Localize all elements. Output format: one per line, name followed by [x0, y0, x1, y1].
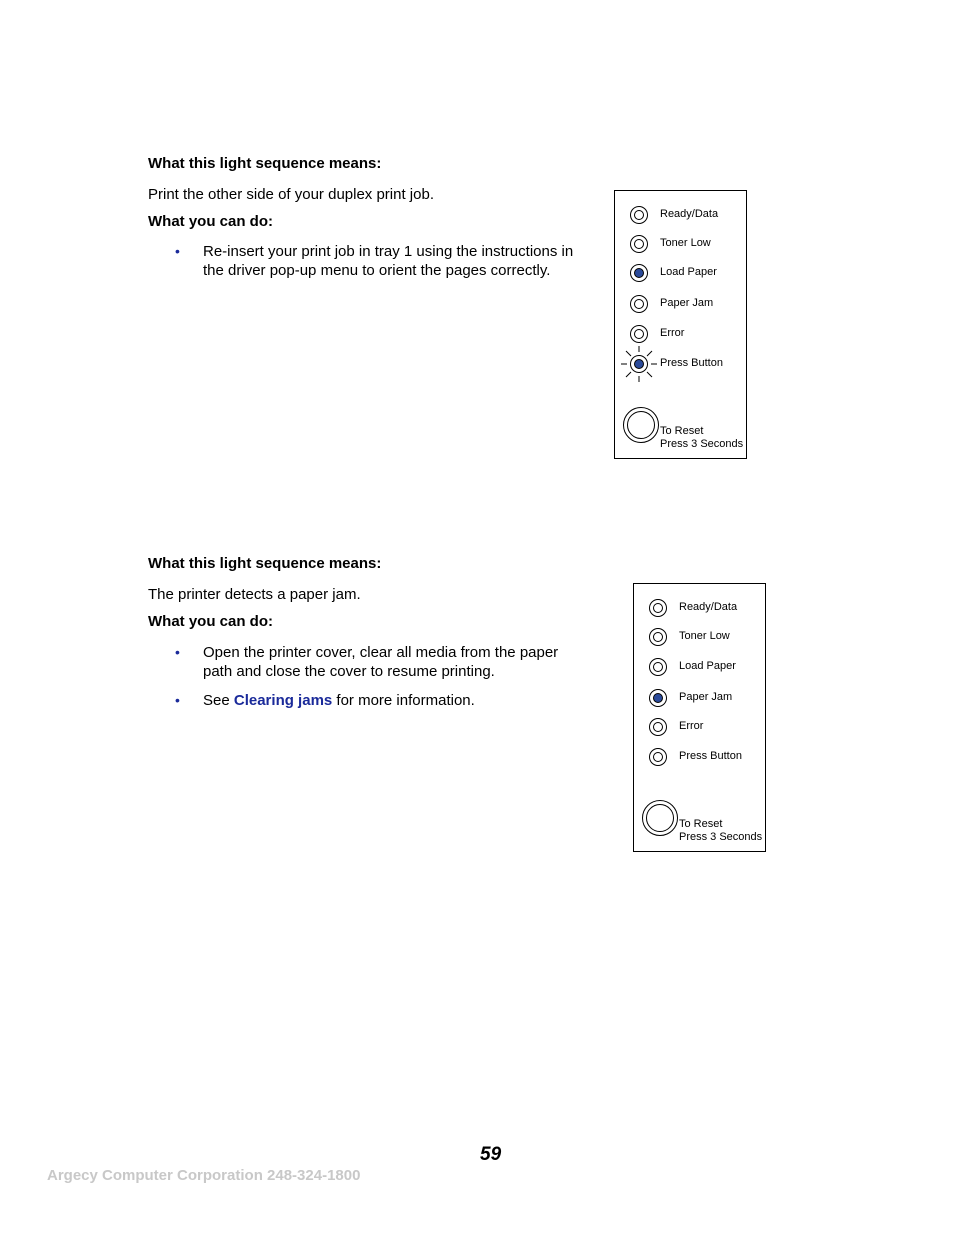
- action-list: [148, 242, 588, 280]
- light-label: Ready/Data: [679, 601, 738, 613]
- bullet-icon: •: [175, 243, 180, 259]
- page-number: 59: [480, 1144, 502, 1165]
- reset-line-2: Press 3 Seconds: [679, 831, 763, 843]
- operator-panel-paper-jam: [633, 583, 766, 852]
- error-light-icon: [630, 325, 648, 343]
- bullet-icon: •: [175, 644, 180, 660]
- bullet-icon: •: [175, 692, 180, 708]
- toner-low-light-icon: [649, 628, 667, 646]
- toner-low-light-icon: [630, 235, 648, 253]
- light-row-press-button: [615, 355, 746, 375]
- light-row-paper-jam: [634, 689, 765, 709]
- operator-panel-duplex: [614, 190, 747, 459]
- light-label: Press Button: [660, 357, 723, 369]
- paper-jam-light-icon: [649, 689, 667, 707]
- reset-instructions: [660, 425, 743, 451]
- clearing-jams-link[interactable]: Clearing jams: [233, 692, 333, 709]
- light-row-press-button: [634, 748, 765, 768]
- light-label: Paper Jam: [679, 691, 733, 703]
- paper-jam-light-icon: [630, 295, 648, 313]
- ready-data-light-icon: [630, 206, 648, 224]
- see-suffix: for more information.: [336, 692, 475, 709]
- light-label: Paper Jam: [660, 297, 714, 309]
- action-heading: What you can do:: [148, 213, 273, 230]
- light-row-paper-jam: [615, 295, 746, 315]
- footer-text: Argecy Computer Corporation 248-324-1800: [47, 1167, 361, 1184]
- meaning-text: The printer detects a paper jam.: [148, 586, 361, 603]
- light-label: Error: [660, 327, 685, 339]
- meaning-heading: What this light sequence means:: [148, 555, 382, 572]
- light-label: Error: [679, 720, 704, 732]
- light-row-error: [634, 718, 765, 738]
- action-heading: What you can do:: [148, 613, 273, 630]
- see-prefix: See: [203, 692, 230, 709]
- reset-button-icon: [642, 800, 678, 836]
- meaning-heading: What this light sequence means:: [148, 155, 382, 172]
- error-light-icon: [649, 718, 667, 736]
- reset-line-2: Press 3 Seconds: [660, 438, 744, 450]
- light-row-error: [615, 325, 746, 345]
- ready-data-light-icon: [649, 599, 667, 617]
- press-button-light-icon: [630, 355, 648, 373]
- light-label: Press Button: [679, 750, 742, 762]
- light-row-ready-data: [634, 599, 765, 619]
- reset-button-icon: [623, 407, 659, 443]
- section-duplex: [148, 155, 588, 280]
- reset-line-1: To Reset: [660, 425, 704, 437]
- light-row-ready-data: [615, 206, 746, 226]
- list-item-text: Open the printer cover, clear all media from the paper path and close the cover to resume printing.: [203, 644, 559, 680]
- load-paper-light-icon: [649, 658, 667, 676]
- light-row-toner-low: [615, 235, 746, 255]
- press-button-light-icon: [649, 748, 667, 766]
- light-label: Ready/Data: [660, 208, 719, 220]
- light-row-load-paper: [634, 658, 765, 678]
- light-row-load-paper: [615, 264, 746, 284]
- light-label: Toner Low: [679, 630, 730, 642]
- meaning-text: Print the other side of your duplex print job.: [148, 186, 434, 203]
- light-label: Load Paper: [660, 266, 717, 278]
- reset-instructions: [679, 818, 762, 844]
- list-item: [148, 643, 588, 681]
- reset-line-1: To Reset: [679, 818, 723, 830]
- list-item: [148, 691, 588, 710]
- light-label: Load Paper: [679, 660, 736, 672]
- load-paper-light-icon: [630, 264, 648, 282]
- light-label: Toner Low: [660, 237, 711, 249]
- list-item-text: Re-insert your print job in tray 1 using the instructions in the driver pop-up menu to orient the pages correctly.: [203, 243, 574, 279]
- list-item: [148, 242, 588, 280]
- section-paper-jam: [148, 555, 588, 710]
- action-list: [148, 643, 588, 710]
- light-row-toner-low: [634, 628, 765, 648]
